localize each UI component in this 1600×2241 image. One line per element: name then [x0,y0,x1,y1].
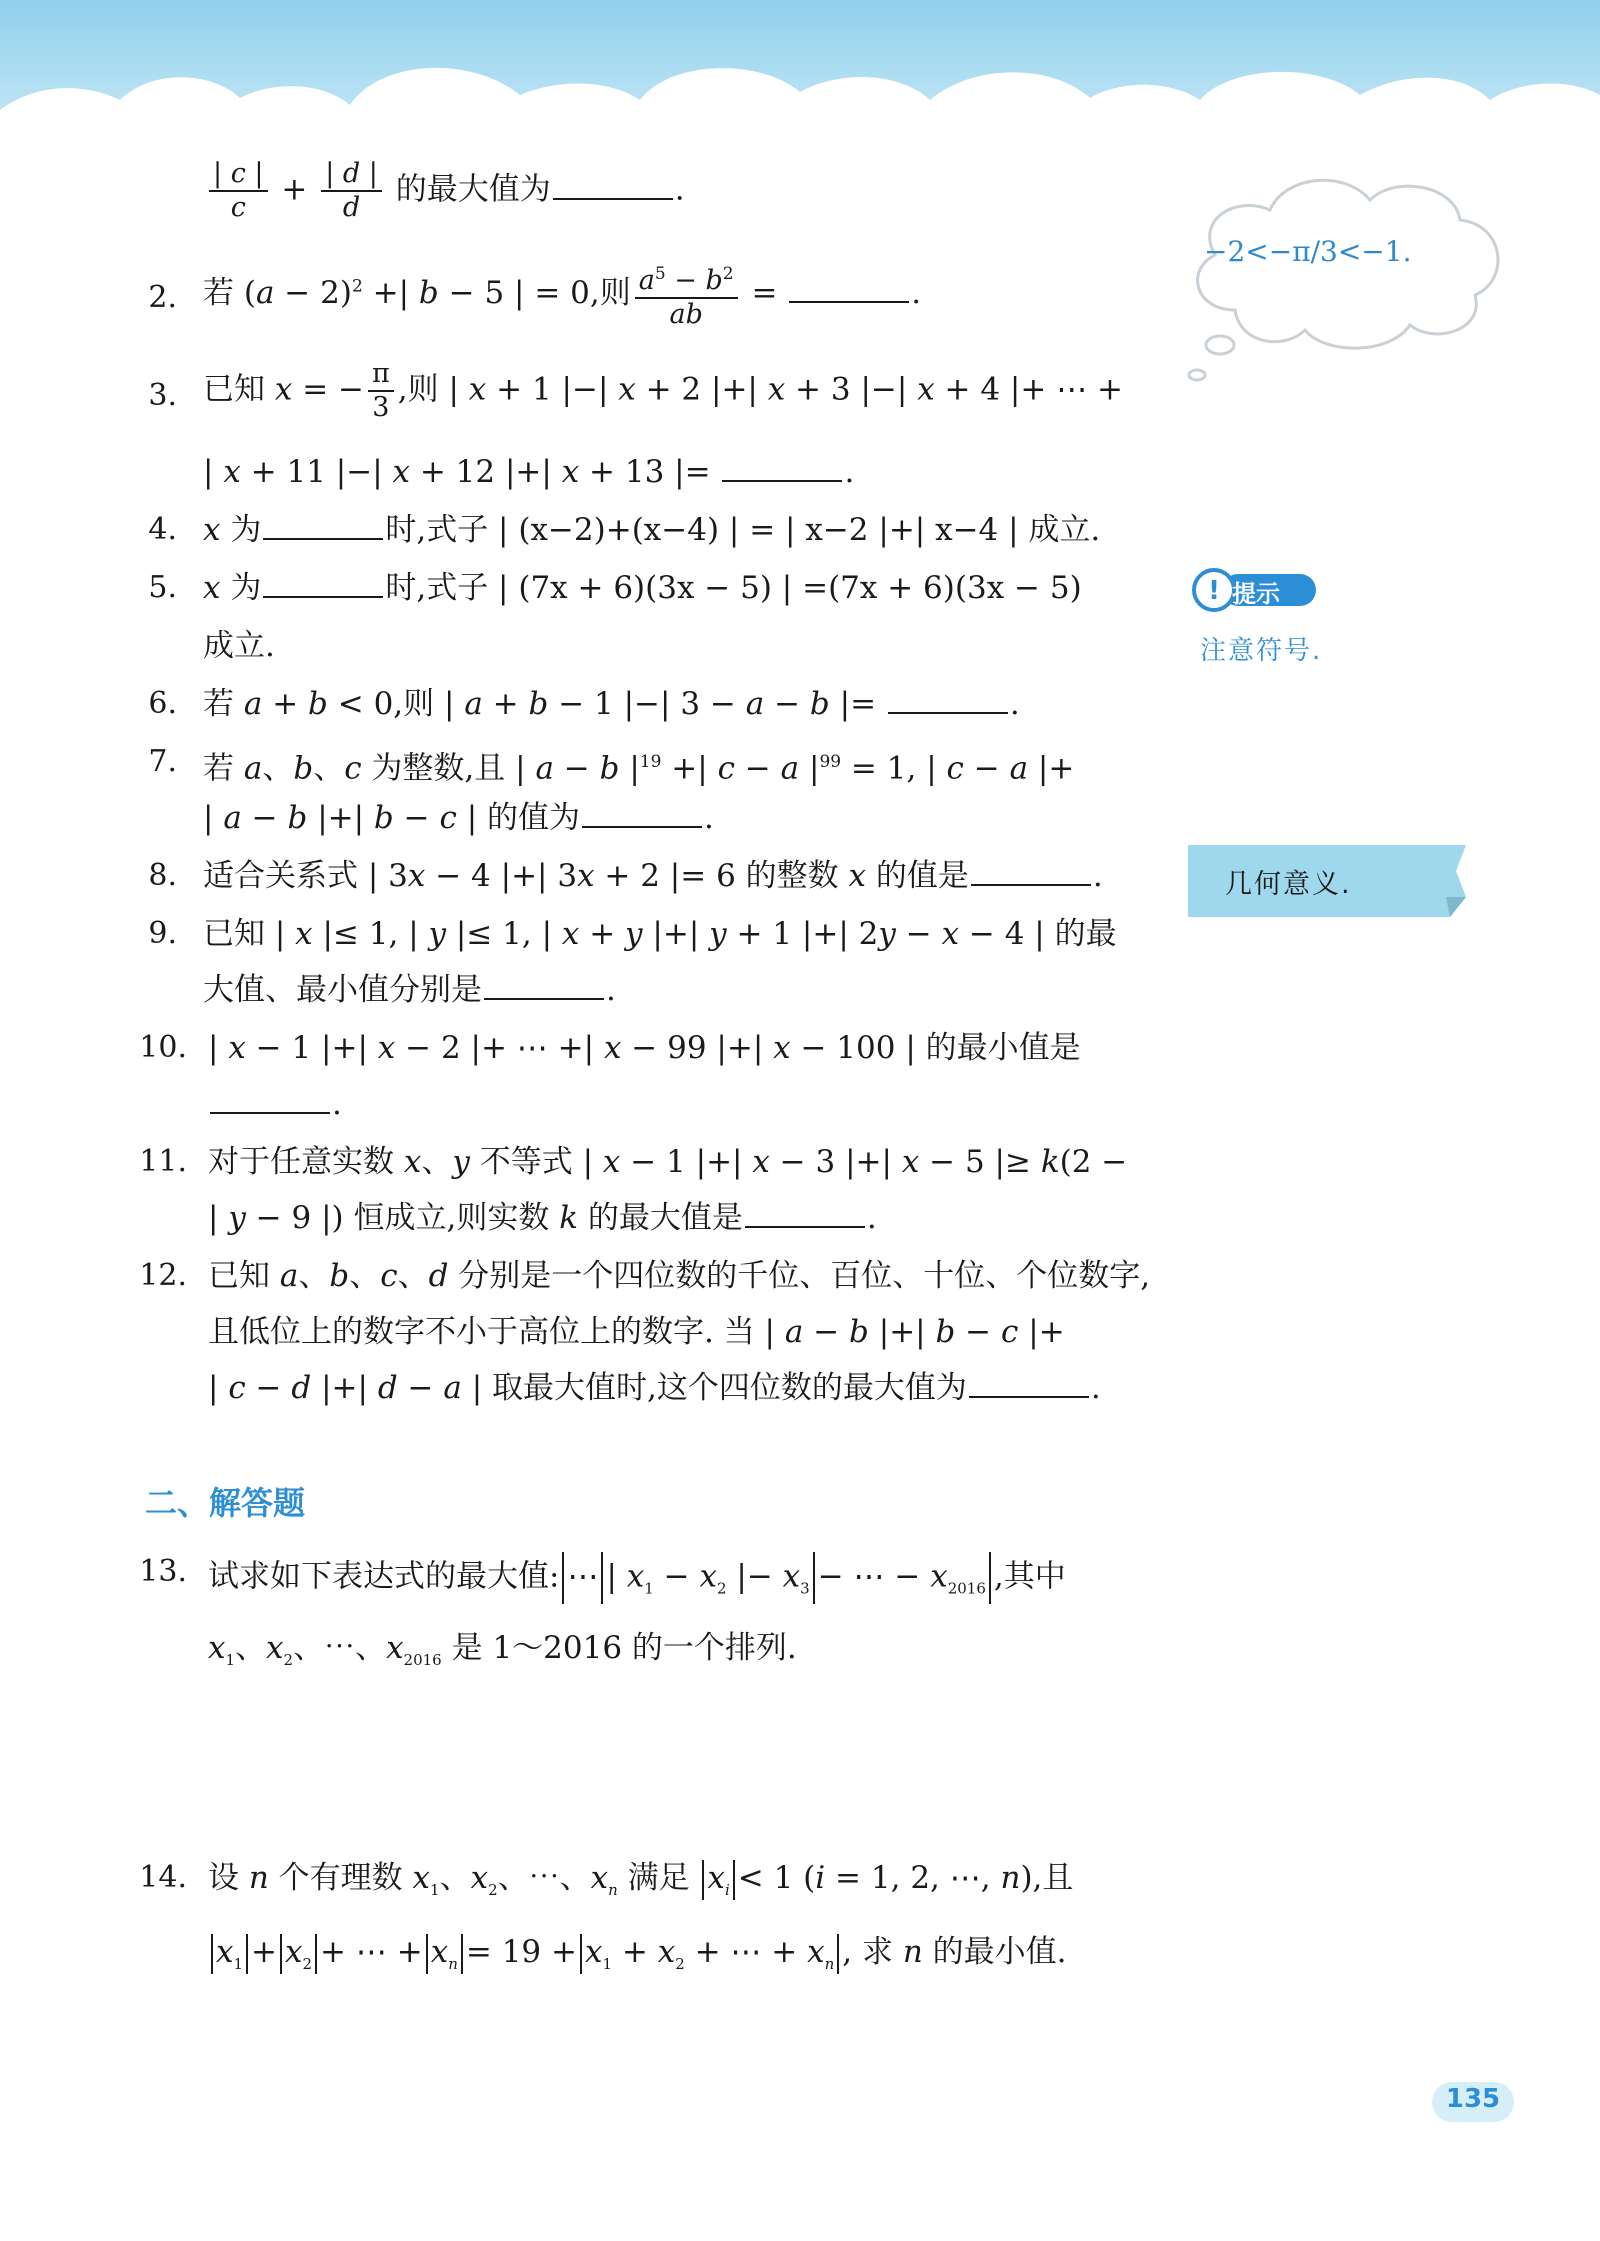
answer-blank [484,974,604,1000]
page-number: 135 [1445,2084,1501,2114]
problem-4-line: x 为 时,式子 | (x−2)+(x−4) | = | x−2 |+| x−4 | 成立. [203,512,1101,548]
answer-blank [582,802,702,828]
section-title: 二、解答题 [145,1484,306,1522]
problem-8-number: 8. [148,858,177,893]
problem-5-line-2: 成立. [203,628,275,664]
problem-7-line-2: | a − b |+| b − c | 的值为 . [203,800,714,836]
problem-2-text: 若 $(a - 2)^2$ +| b − 5 | = 0,则 $\frac{a^5 - b^2}{ab}$ = . [203,258,921,331]
answer-blank [888,688,1008,714]
problem-7-line-1: 若 a、b、c 为整数,且 | a − b $|^{19}$ +| c − a $|^{99} = 1$, | c − a |+ [203,750,1075,787]
tag-text: 几何意义. [1225,869,1352,900]
problem-14-line-2: $x_1 + x_2$ + ⋯ + $x_n = 19 + x_1 + x_2$ + ⋯ + $x_n$ , 求 n 的最小值. [208,1932,1067,1984]
answer-blank [745,1202,865,1228]
answer-blank [971,860,1091,886]
problem-9-line-1: 已知 | x |≤ 1, | y |≤ 1, | x + y |+| y + 1 |+| 2y − x − 4 | 的最 [203,916,1117,952]
problem-11-line-2: | y − 9 |) 恒成立,则实数 k 的最大值是 . [208,1200,877,1236]
problem-5-text: 时,式子 | (7x + 6)(3x − 5) | =(7x + 6)(3x − 5) [385,570,1082,606]
problem-12-line-1: 已知 a、b、c、d 分别是一个四位数的千位、百位、十位、个位数字, [208,1258,1151,1294]
problem-4-number: 4. [148,512,177,547]
problem-7-number: 7. [148,744,177,779]
problem-10-line-2: . [208,1084,342,1124]
problem-5-line: x 为 时,式子 | (7x + 6)(3x − 5) | =(7x + 6)(3x − 5) [203,570,1082,606]
problem-6-text: 若 a + b < 0,则 | a + b − 1 |−| 3 − a − b |= . [203,686,1020,722]
problem-1-continuation: $\frac{| c |}{c}$ + $\frac{| d |}{d}$ 的最大值为 . [205,158,685,224]
sky-header-decoration [0,0,1600,140]
answer-blank [969,1372,1089,1398]
answer-blank [722,456,842,482]
problem-11-number: 11. [139,1144,187,1179]
problem-11-line-1: 对于任意实数 x、y 不等式 | x − 1 |+| x − 3 |+| x − 5 |≥ k(2 − [208,1144,1128,1180]
problem-10-number: 10. [139,1030,187,1065]
problem-3-line-1: 已知 x = − $\frac{\pi}{3}$ ,则 | x + 1 |−| x + 2 |+| x + 3 |−| x + 4 |+ ⋯ + [203,358,1124,423]
problem-3-line-2: | x + 11 |−| x + 12 |+| x + 13 |= . [203,454,855,490]
tip-label: 提示 [1232,580,1280,608]
problem-5-number: 5. [148,570,177,605]
problem-2-number: 2. [148,280,177,315]
problem-12-line-2: 且低位上的数字不小于高位上的数字. 当 | a − b |+| b − c |+ [208,1314,1065,1350]
cloud-note: −2<−π/3<−1. [1204,235,1412,268]
svg-text:!: ! [1208,576,1220,606]
answer-blank [789,277,909,303]
problem-13-line-1: 试求如下表达式的最大值: ⋯ | $x_1 - x_2$ |− $x_3$ − ⋯ − $x_{2016}$ ,其中 [208,1552,1066,1609]
problem-8-text: 适合关系式 | 3x − 4 |+| 3x + 2 |= 6 的整数 x 的值是 . [203,858,1103,894]
problem-13-line-2: $x_1$、$x_2$、⋯、$x_{2016}$ 是 1～2016 的一个排列. [208,1630,797,1670]
answer-blank [553,174,673,200]
problem-1-text: 的最大值为 [395,171,551,208]
problem-9-line-2: 大值、最小值分别是 . [203,972,616,1008]
answer-blank [210,1088,330,1114]
problem-10-line-1: | x − 1 |+| x − 2 |+ ⋯ +| x − 99 |+| x − 100 | 的最小值是 [208,1030,1081,1066]
answer-blank [263,572,383,598]
answer-blank [263,514,383,540]
problem-6-number: 6. [148,686,177,721]
problem-14-number: 14. [139,1860,187,1895]
problem-4-text: 时,式子 | (x−2)+(x−4) | = | x−2 |+| x−4 | 成立. [385,512,1101,548]
problem-9-number: 9. [148,916,177,951]
problem-12-number: 12. [139,1258,187,1293]
thought-cloud [1175,160,1520,390]
problem-3-number: 3. [148,378,177,413]
problem-12-line-3: | c − d |+| d − a | 取最大值时,这个四位数的最大值为 . [208,1370,1101,1406]
problem-13-number: 13. [139,1554,187,1589]
problem-14-line-1: 设 n 个有理数 $x_1$、$x_2$、⋯、$x_n$ 满足 $x_i < 1$ (i = 1, 2, ⋯, n),且 [208,1860,1074,1900]
tip-text: 注意符号. [1200,636,1323,666]
